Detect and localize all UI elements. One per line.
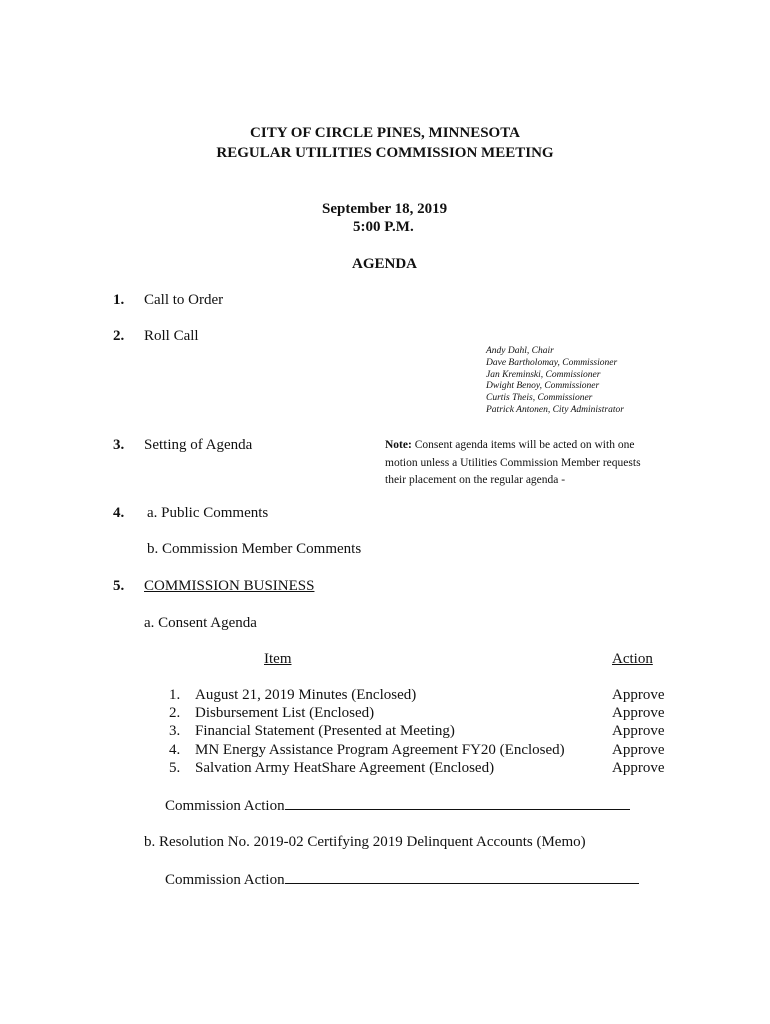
commission-action-blank [285,797,630,810]
consent-row-num: 2. [169,705,181,721]
meeting-date: September 18, 2019 [322,201,448,217]
note-text: Consent agenda items will be acted on with one motion unless a Utilities Commission Member requests their placement on the regular agenda - [385,439,641,486]
commission-action-label: Commission Action [165,798,285,814]
roster-member: Patrick Antonen, City Administrator [486,404,624,415]
item-number-1: 1. [113,292,125,308]
public-comments: a. Public Comments [147,505,269,521]
consent-note [385,437,650,490]
roster-member: Andy Dahl, Chair [486,346,554,356]
commission-business-heading: COMMISSION BUSINESS [144,578,315,594]
item-number-4: 4. [113,505,125,521]
consent-row-action: Approve [612,742,665,758]
commission-action-blank [285,871,639,884]
resolution-commission-action [165,871,639,889]
note-label: Note: [385,439,412,451]
consent-row-num: 3. [169,723,181,739]
consent-row-item: August 21, 2019 Minutes (Enclosed) [195,687,417,703]
resolution-item: b. Resolution No. 2019-02 Certifying 2019 Delinquent Accounts (Memo) [144,834,586,850]
roll-call: Roll Call [144,328,199,344]
roster-member: Jan Kreminski, Commissioner [486,369,601,380]
item-number-5: 5. [113,578,125,594]
item-number-3: 3. [113,437,125,453]
roster-member: Dave Bartholomay, Commissioner [486,357,618,368]
call-to-order: Call to Order [144,292,224,308]
setting-of-agenda: Setting of Agenda [144,437,253,453]
action-column-header: Action [612,651,653,667]
consent-row-item: Disbursement List (Enclosed) [195,705,375,721]
commission-action-label: Commission Action [165,872,285,888]
consent-row-action: Approve [612,723,665,739]
consent-row-action: Approve [612,760,665,776]
consent-row-item: Salvation Army HeatShare Agreement (Enclosed) [195,760,495,776]
meeting-time: 5:00 P.M. [353,219,414,235]
city-title: CITY OF CIRCLE PINES, MINNESOTA [250,125,520,141]
consent-row-item: Financial Statement (Presented at Meeting) [195,723,455,739]
consent-row-num: 1. [169,687,181,703]
consent-row-num: 5. [169,760,181,776]
agenda-heading: AGENDA [352,256,418,272]
roster-list [486,346,624,417]
consent-row-action: Approve [612,687,665,703]
commission-member-comments: b. Commission Member Comments [147,541,362,557]
roster-member: Dwight Benoy, Commissioner [486,381,600,392]
roster-member: Curtis Theis, Commissioner [486,393,593,404]
item-number-2: 2. [113,328,125,344]
consent-agenda-heading: a. Consent Agenda [144,615,257,631]
meeting-title: REGULAR UTILITIES COMMISSION MEETING [216,145,554,161]
consent-row-action: Approve [612,705,665,721]
item-column-header: Item [264,651,292,667]
consent-commission-action [165,797,630,815]
consent-row-item: MN Energy Assistance Program Agreement FY20 (Enclosed) [195,742,565,758]
consent-row-num: 4. [169,742,181,758]
